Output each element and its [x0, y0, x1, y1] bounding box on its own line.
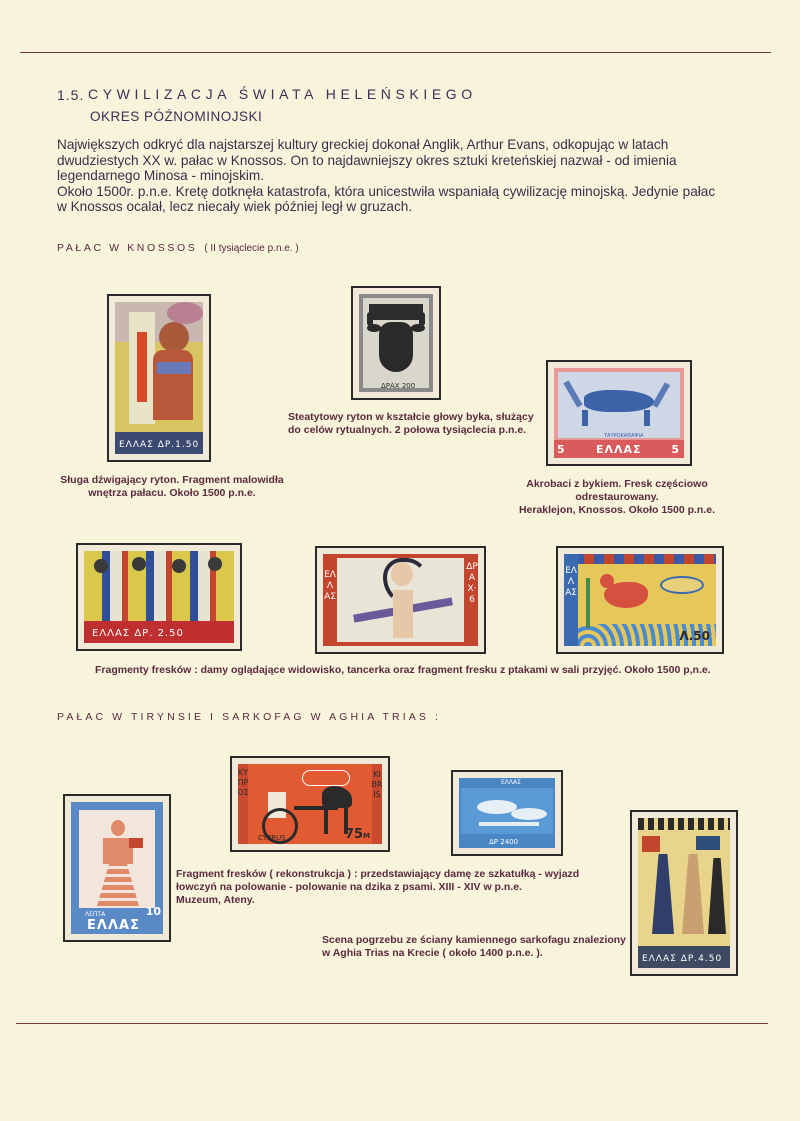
stamp-value: ΔΡ 2400: [489, 838, 519, 846]
stamp-bird-fresco: [556, 546, 724, 654]
stamp-label: CYPRUS: [258, 834, 286, 842]
stamp-dancer: [315, 546, 486, 654]
section1-heading-note: ( II tysiąclecie p.n.e. ): [204, 243, 299, 254]
bottom-rule: [16, 1023, 768, 1024]
caption-line: Heraklejon, Knossos. Około 1500 p.n.e.: [518, 504, 716, 516]
stamp-label: ΕΛΛΑΣ: [87, 918, 140, 933]
intro-line: Około 1500r. p.n.e. Kretę dotknęła katastrofa, która unicestwiła wspaniałą cywilizację minojską. Jedynie pałac: [57, 183, 716, 199]
caption-bull-leapers: [486, 478, 748, 517]
stamp-top-text: ΕΛΛΑΣ: [501, 779, 521, 786]
stamp-sarcophagus: [630, 810, 738, 976]
stamp-boar-hunt: [451, 770, 563, 856]
stamp-label: ΔΡΑΧ 200: [381, 382, 416, 390]
caption-line: Muzeum, Ateny.: [176, 894, 255, 906]
stamp-ladies-watching: [76, 543, 242, 651]
caption-frescoes: Fragmenty fresków : damy oglądające widowisko, tancerka oraz fragment fresku z ptakami w sali przyjęć. Około 1500 p,n.e.: [95, 664, 711, 676]
stamp-lady-casket: [63, 794, 171, 942]
intro-paragraph: [57, 137, 757, 215]
stamp-side-left: ΕΛΛΑΣ: [324, 570, 336, 602]
stamp-side-left: ΕΛΛΑΣ: [565, 566, 577, 598]
stamp-value: 10: [145, 905, 161, 918]
caption-bull-head: [288, 411, 534, 437]
stamp-image: [638, 818, 730, 968]
top-rule: [20, 52, 771, 53]
stamp-label: ΕΛΛΑΣ ΔΡ. 2.50: [92, 628, 184, 639]
stamp-value-number: 75: [344, 827, 364, 842]
stamp-side-right: ΔΡΑΧ·6: [466, 562, 478, 605]
section-title: CYWILIZACJA ŚWIATA HELEŃSKIEGO: [88, 86, 477, 102]
caption-line: łowczyń na polowanie - polowanie na dzika z psami. XIII - XIV w p.n.e.: [176, 881, 522, 893]
stamp-label: ΕΛΛΑΣ ΔΡ.4.50: [642, 954, 723, 964]
stamp-image: [323, 554, 478, 646]
caption-line: wnętrza pałacu. Około 1500 p.n.e.: [88, 487, 256, 499]
stamp-label: ΕΛΛΑΣ ΔΡ.1.50: [119, 440, 200, 450]
caption-line: Sługa dźwigający ryton. Fragment malowidła: [60, 474, 284, 486]
stamp-bull-leapers: [546, 360, 692, 466]
section-subtitle: OKRES PÓŹNOMINOJSKI: [90, 109, 263, 124]
section2-heading: PAŁAC W TIRYNSIE I SARKOFAG W AGHIA TRIAS :: [57, 711, 442, 723]
stamp-image: [359, 294, 433, 392]
stamp-unit: ΛΕΠΤΑ: [85, 911, 106, 918]
stamp-top-text: ΤΑΥΡΟΚΑΘΑΨΙΑ: [604, 433, 644, 439]
caption-tiryns: [176, 868, 579, 907]
caption-sarcophagus: [322, 934, 626, 960]
section1-heading-text: PAŁAC W KNOSSOS: [57, 242, 198, 254]
stamp-value: [345, 827, 370, 842]
intro-line: legendarnego Minosa - minojskim.: [57, 168, 265, 183]
stamp-servant-rhyton: [107, 294, 211, 462]
caption-line: Scena pogrzebu ze ściany kamiennego sarkofagu znaleziony: [322, 934, 627, 946]
stamp-bull-head: [351, 286, 441, 400]
caption-line: Steatytowy ryton w kształcie głowy byka, służący: [288, 411, 534, 423]
stamp-value: Λ.50: [679, 629, 710, 643]
stamp-side-right: KIBRIS: [371, 770, 383, 799]
stamp-image: [115, 302, 203, 454]
caption-line: w Aghia Trias na Krecie ( około 1400 p.n.e. ).: [322, 947, 543, 959]
stamp-label: ΕΛΛΑΣ: [596, 443, 642, 456]
intro-line: w Knossos ocalał, lecz niecały wiek później legł w gruzach.: [57, 199, 413, 214]
stamp-value-unit: M: [363, 832, 370, 840]
caption-line: Akrobaci z bykiem. Fresk częściowo odrestaurowany.: [526, 478, 708, 503]
caption-line: Fragment fresków ( rekonstrukcja ) : przedstawiający damę ze szkatułką - wyjazd: [176, 868, 580, 880]
caption-line: do celów rytualnych. 2 połowa tysiąclecia p.n.e.: [288, 424, 527, 436]
intro-line: dwudziestych XX w. pałac w Knossos. On to najdawniejszy okres sztuki kreteńskiej nazwał - od imienia: [57, 152, 677, 168]
section-number: 1.5.: [57, 87, 85, 103]
caption-servant: [60, 474, 284, 500]
stamp-cyprus-chariot: [230, 756, 390, 852]
stamp-side-left: ΚΥΠΡΟΣ: [237, 768, 249, 797]
intro-line: Największych odkryć dla najstarszej kultury greckiej dokonał Anglik, Arthur Evans, odkopując w latach: [57, 137, 669, 152]
section1-heading: [57, 242, 299, 254]
stamp-value-left: 5: [557, 443, 566, 456]
stamp-value-right: 5: [671, 443, 680, 456]
